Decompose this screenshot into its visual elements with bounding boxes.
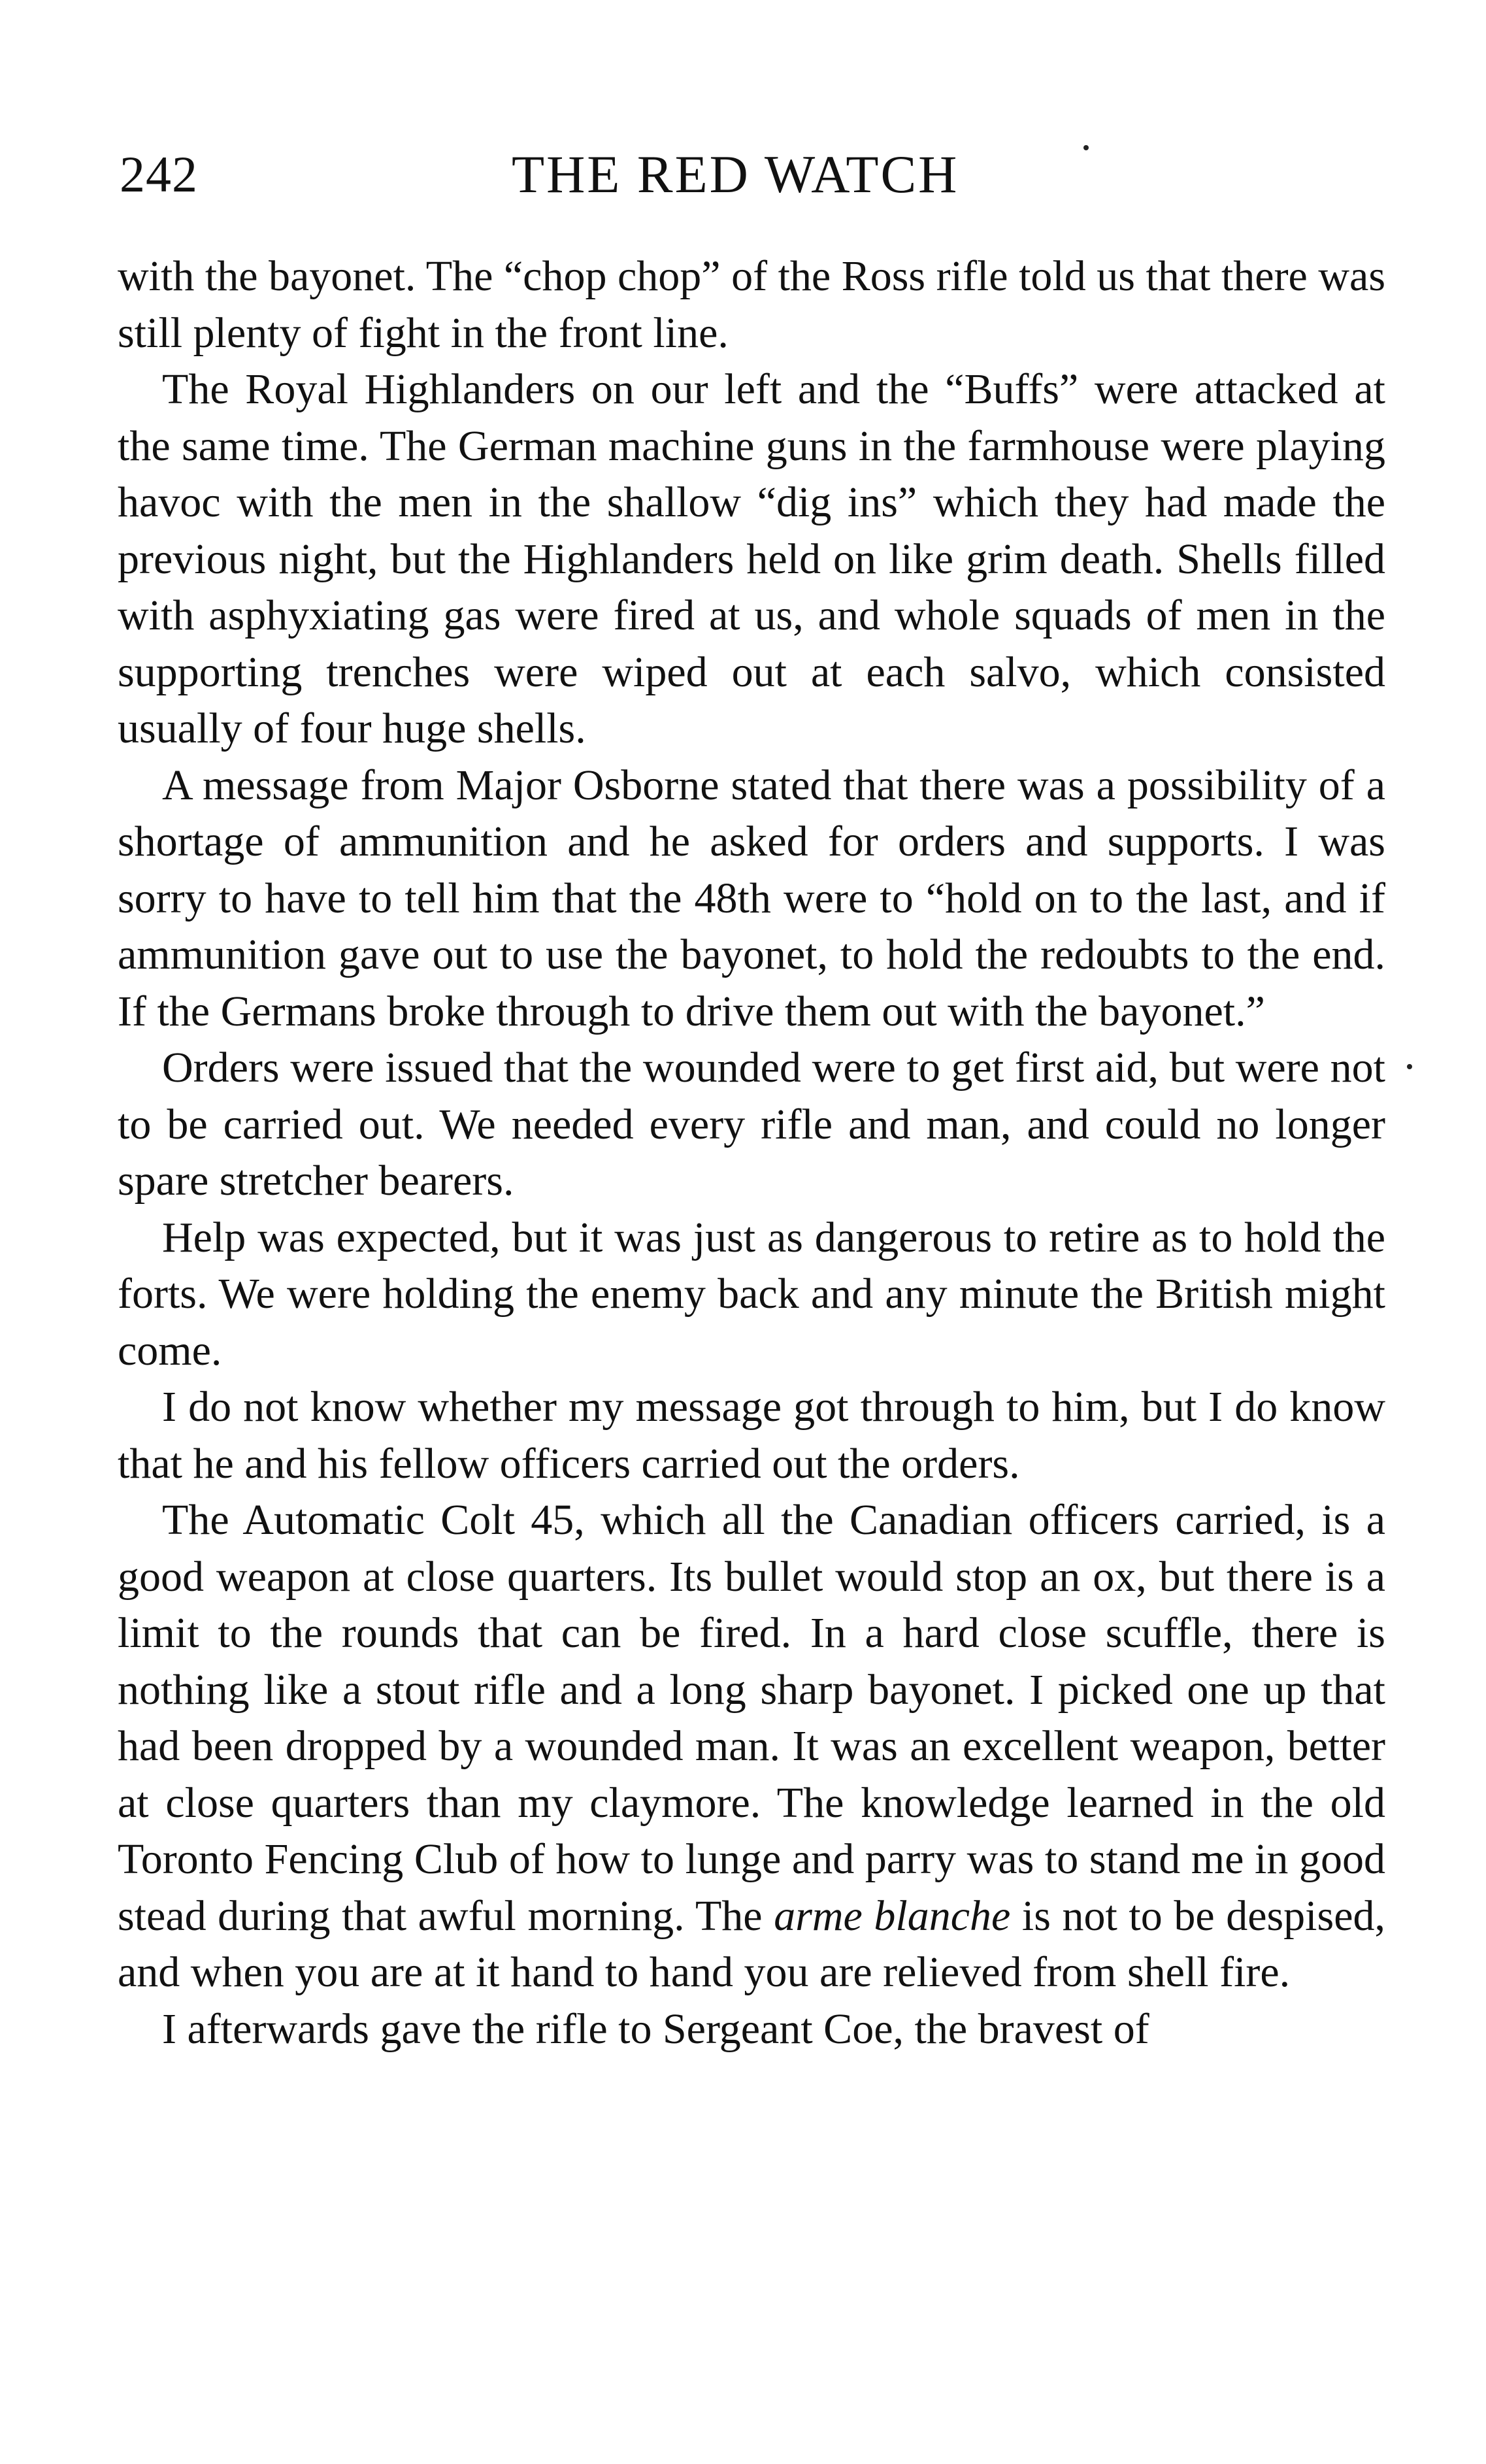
paragraph: I afterwards gave the rifle to Sergeant Coe, the bravest of — [162, 2005, 1149, 2053]
paragraph: with the bayonet. The “chop chop” of the Ross rifle told us that there was still plenty of fight in the front line. — [118, 252, 1385, 357]
page-number: 242 — [120, 146, 198, 203]
paragraph: A message from Major Osborne stated that there was a possibility of a shortage of ammunition and he asked for orders and supports. I was sorry to have to tell him that the 48th were to “hold on to the last, and if ammunition gave out to use the bayonet, to hold the redoubts to the end. If the Germans broke through to drive them out with the bayonet.” — [118, 761, 1385, 1035]
paragraph-text: is not to be despised, and when you are at it hand to hand you are relieved from shell fire. — [118, 1891, 1385, 1996]
body-text — [118, 248, 1385, 2057]
italic-phrase: arme blanche — [774, 1891, 1011, 1940]
print-speck — [1407, 1064, 1412, 1069]
page-header — [120, 139, 1387, 210]
print-speck — [1083, 145, 1089, 150]
paragraph: I do not know whether my message got through to him, but I do know that he and his fellow officers carried out the orders. — [118, 1383, 1385, 1488]
paragraph: Help was expected, but it was just as dangerous to retire as to hold the forts. We were holding the enemy back and any minute the British might come. — [118, 1213, 1385, 1374]
paragraph: The Royal Highlanders on our left and the “Buffs” were attacked at the same time. The German machine guns in the farmhouse were playing havoc with the men in the shallow “dig ins” which they had made the previous night, but the Highlanders held on like grim death. Shells filled with asphyxiating gas were fired at us, and whole squads of men in the supporting trenches were wiped out at each salvo, which consisted usually of four huge shells. — [118, 365, 1385, 752]
paragraph — [118, 1492, 1385, 2001]
running-head: THE RED WATCH — [512, 144, 959, 204]
paragraph: Orders were issued that the wounded were to get first aid, but were not to be carried out. We needed every rifle and man, and could no longer spare stretcher bearers. — [118, 1044, 1385, 1205]
paragraph-text: The Automatic Colt 45, which all the Canadian officers carried, is a good weapon at close quarters. Its bullet would stop an ox, but there is a limit to the rounds that can be fired. In a hard close scuffle, there is nothing like a stout rifle and a long sharp bayonet. I picked one up that had been dropped by a wounded man. It was an excellent weapon, better at close quarters than my claymore. The knowledge learned in the old Toronto Fencing Club of how to lunge and parry was to stand me in good stead during that awful morning. The — [118, 1496, 1385, 1940]
